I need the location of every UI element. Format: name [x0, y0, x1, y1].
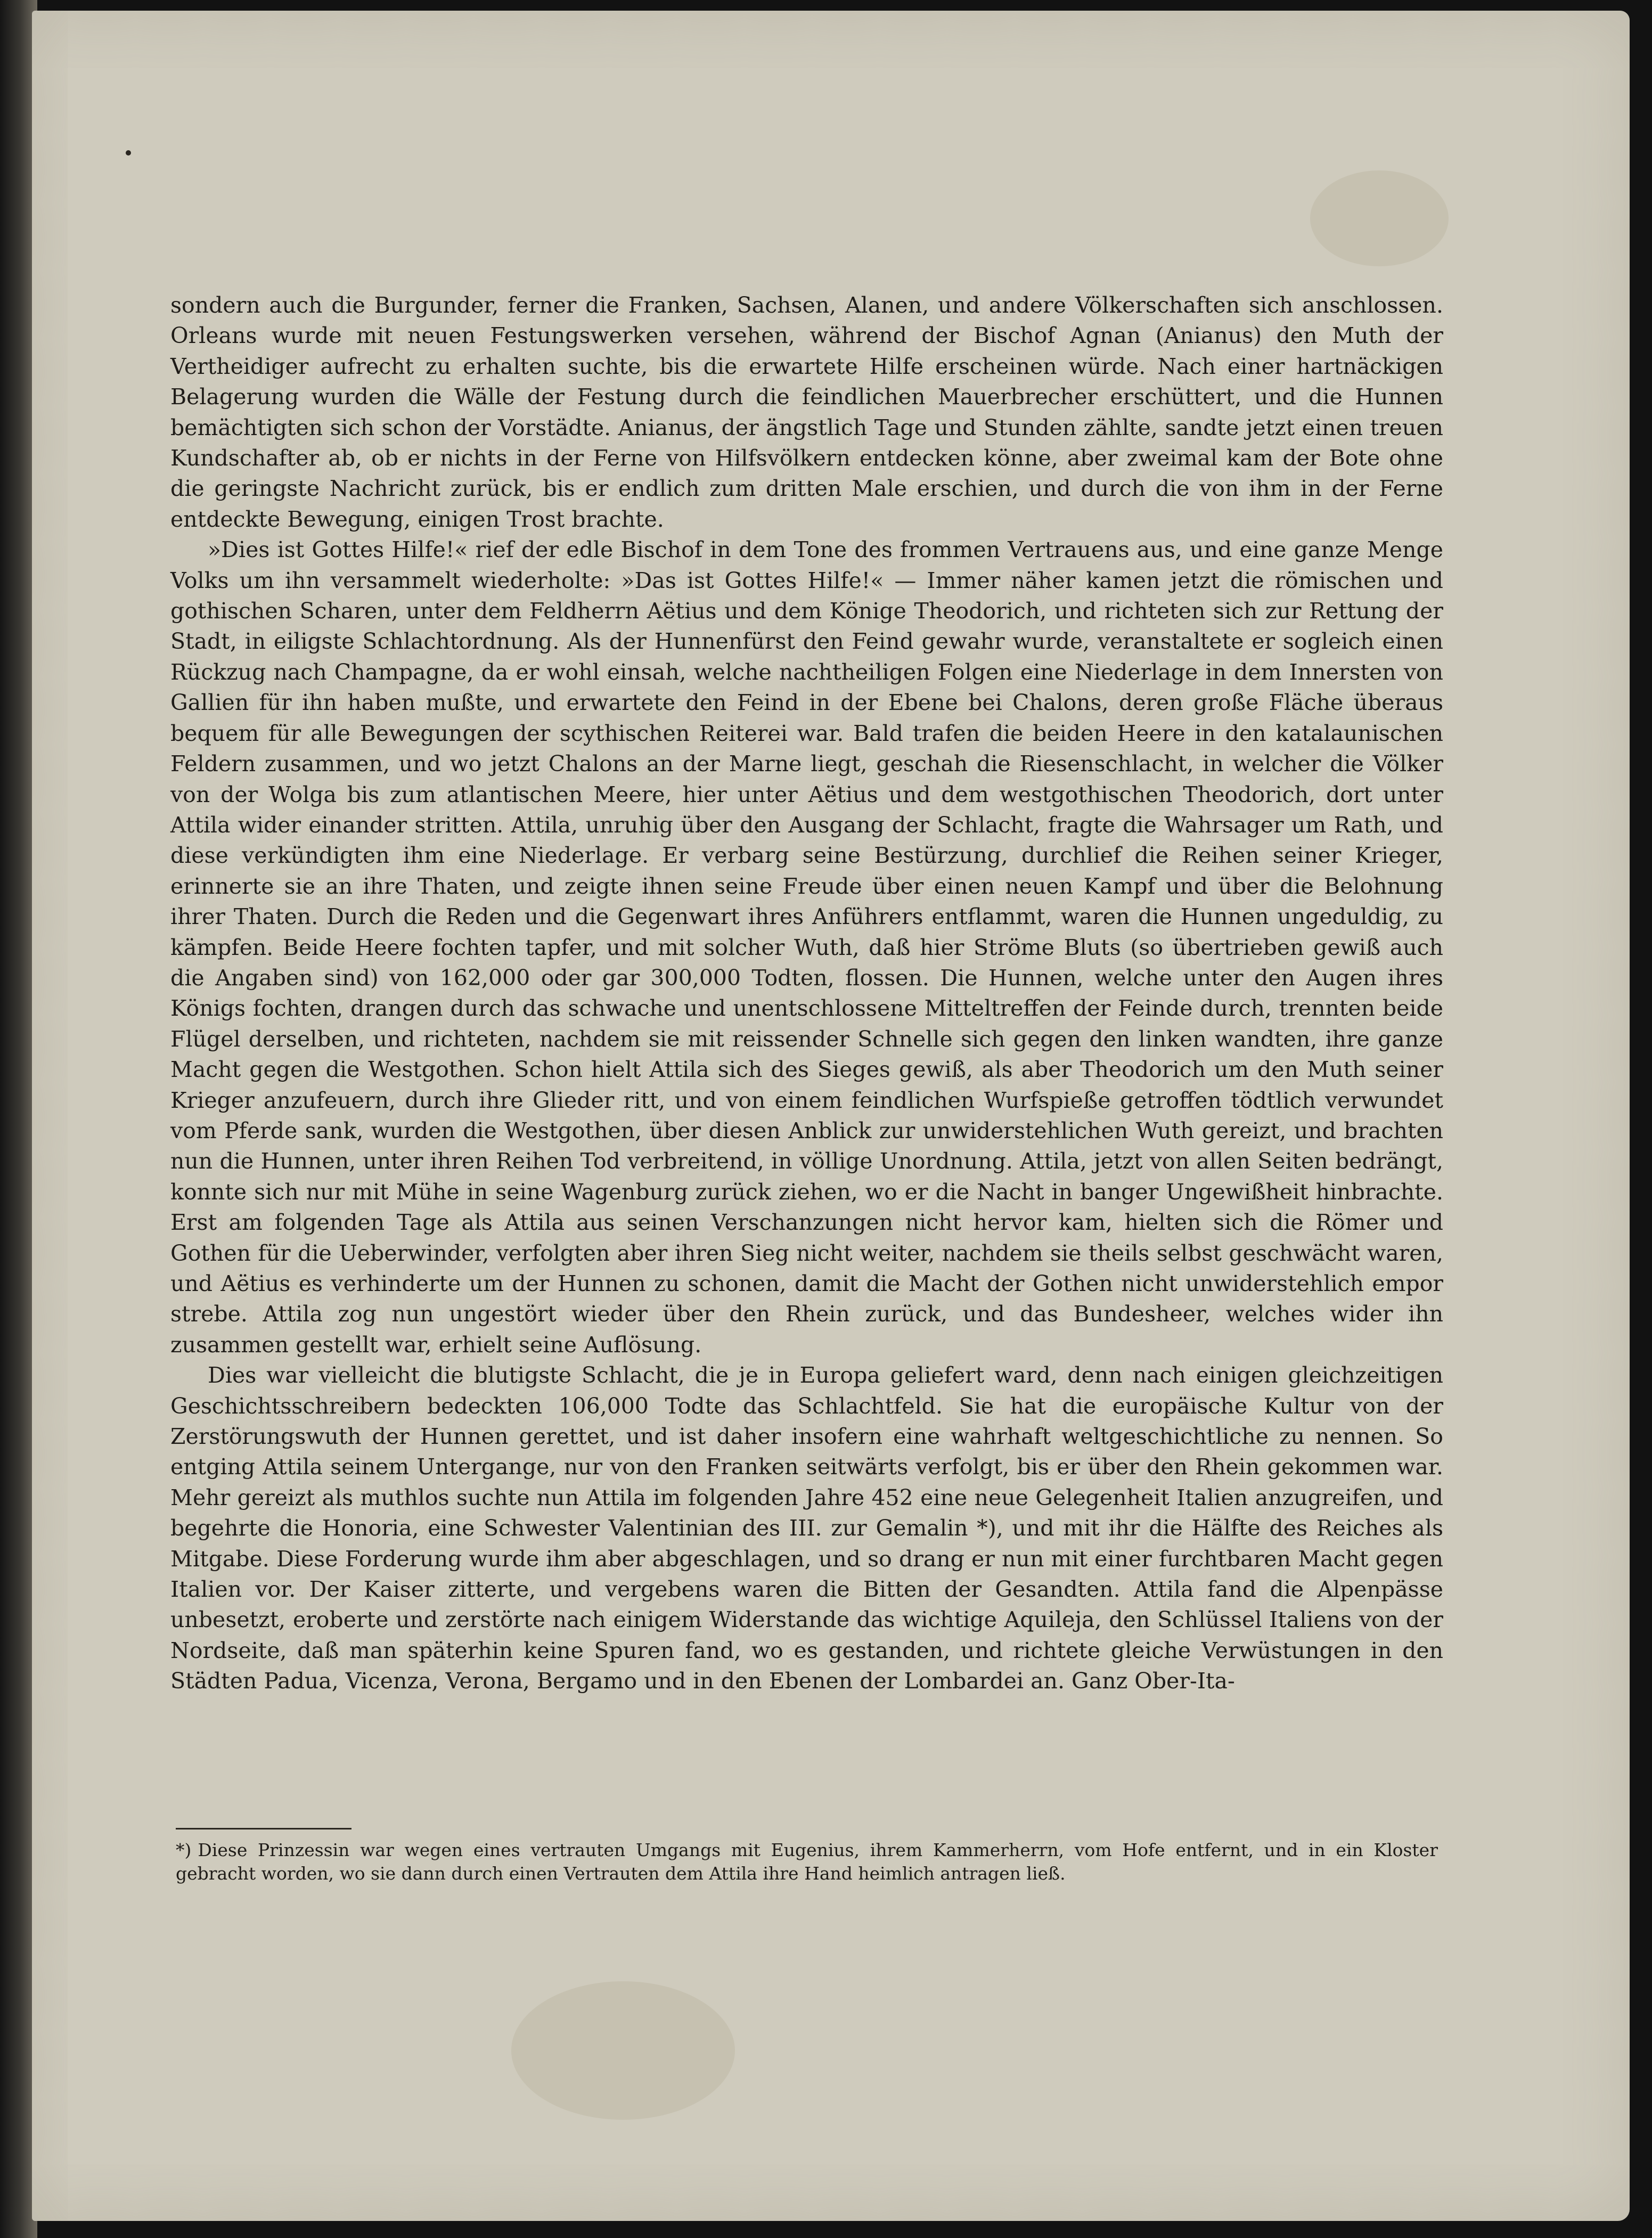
footnote-mark: *) [176, 1840, 192, 1860]
paper-stain [511, 1981, 735, 2120]
paper-stain [1310, 170, 1449, 266]
paragraph-2: »Dies ist Gottes Hilfe!« rief der edle Bischof in dem Tone des frommen Vertrauens aus, und eine ganze Menge Volks um ihn versammelt wiederholte: »Das ist Gottes Hilfe!« — Immer näher kamen jetzt die römischen und gothischen Scharen, unter dem Feldherrn Aëtius und dem Könige Theodorich, und richteten sich zur Rettung der Stadt, in eiligste Schlachtordnung. Als der Hunnenfürst den Feind gewahr wurde, veranstaltete er sogleich einen Rückzug nach Champagne, da er wohl einsah, welche nachtheiligen Folgen eine Niederlage in dem Innersten von Gallien für ihn haben mußte, und erwartete den Feind in der Ebene bei Chalons, deren große Fläche überaus bequem für alle Bewegungen der scythischen Reiterei war. Bald trafen die beiden Heere in den katalaunischen Feldern zusammen, und wo jetzt Chalons an der Marne liegt, geschah die Riesenschlacht, in welcher die Völker von der Wolga bis zum atlantischen Meere, hier unter Aëtius und dem westgothischen Theodorich, dort unter Attila wider einander stritten. Attila, unruhig über den Ausgang der Schlacht, fragte die Wahrsager um Rath, und diese verkündigten ihm eine Niederlage. Er verbarg seine Bestürzung, durchlief die Reihen seiner Krieger, erinnerte sie an ihre Thaten, und zeigte ihnen seine Freude über einen neuen Kampf und über die Belohnung ihrer Thaten. Durch die Reden und die Gegenwart ihres Anführers entflammt, waren die Hunnen ungeduldig, zu kämpfen. Beide Heere fochten tapfer, und mit solcher Wuth, daß hier Ströme Bluts (so übertrieben gewiß auch die Angaben sind) von 162,000 oder gar 300,000 Todten, flossen. Die Hunnen, welche unter den Augen ihres Königs fochten, drangen durch das schwache und unentschlossene Mitteltreffen der Feinde durch, trennten beide Flügel derselben, und richteten, nachdem sie mit reissender Schnelle sich gegen den linken wandten, ihre ganze Macht gegen die Westgothen. Schon hielt Attila sich des Sieges gewiß, als aber Theodorich um den Muth seiner Krieger anzufeuern, durch ihre Glieder ritt, und von einem feindlichen Wurfspieße getroffen tödtlich verwundet vom Pferde sank, wurden die Westgothen, über diesen Anblick zur unwiderstehlichen Wuth gereizt, und brachten nun die Hunnen, unter ihren Reihen Tod verbreitend, in völlige Unordnung. Attila, jetzt von allen Seiten bedrängt, konnte sich nur mit Mühe in seine Wagenburg zurück ziehen, wo er die Nacht in banger Ungewißheit hinbrachte. Erst am folgenden Tage als Attila aus seinen Verschanzungen nicht hervor kam, hielten sich die Römer und Gothen für die Ueberwinder, verfolgten aber ihren Sieg nicht weiter, nachdem sie theils selbst geschwächt waren, und Aëtius es verhinderte um der Hunnen zu schonen, damit die Macht der Gothen nicht unwiderstehlich empor strebe. Attila zog nun ungestört wieder über den Rhein zurück, und das Bundesheer, welches wider ihn zusammen gestellt war, erhielt seine Auflösung. [170, 537, 1443, 1358]
footnote-text: Diese Prinzessin war wegen eines vertrauten Umgangs mit Eugenius, ihrem Kammerherrn, vom Hofe entfernt, und in ein Kloster gebracht worden, wo sie dann durch einen Vertrauten dem Attila ihre Hand heimlich antragen ließ. [176, 1840, 1438, 1884]
paragraph-3: Dies war vielleicht die blutigste Schlacht, die je in Europa geliefert ward, denn nach einigen gleichzeitigen Geschichtsschreibern bedeckten 106,000 Todte das Schlachtfeld. Sie hat die europäische Kultur von der Zerstörungswuth der Hunnen gerettet, und ist daher insofern eine wahrhaft weltgeschichtliche zu nennen. So entging Attila seinem Untergange, nur von den Franken seitwärts verfolgt, bis er über den Rhein gekommen war. Mehr gereizt als muthlos suchte nun Attila im folgenden Jahre 452 eine neue Gelegenheit Italien anzugreifen, und begehrte die Honoria, eine Schwester Valentinian des III. zur Gemalin *), und mit ihr die Hälfte des Reiches als Mitgabe. Diese Forderung wurde ihm aber abgeschlagen, und so drang er nun mit einer furchtbaren Macht gegen Italien vor. Der Kaiser zitterte, und vergebens waren die Bitten der Gesandten. Attila fand die Alpenpässe unbesetzt, eroberte und zerstörte nach einigem Widerstande das wichtige Aquileja, den Schlüssel Italiens von der Nordseite, daß man späterhin keine Spuren fand, wo es gestanden, und richtete gleiche Verwüstungen in den Städten Padua, Vicenza, Verona, Bergamo und in den Ebenen der Lombardei an. Ganz Ober-Ita- [170, 1362, 1443, 1694]
footnote [176, 1839, 1438, 1885]
paragraph-1: sondern auch die Burgunder, ferner die Franken, Sachsen, Alanen, und andere Völkerschaften sich anschlossen. Orleans wurde mit neuen Festungswerken versehen, während der Bischof Agnan (Anianus) den Muth der Vertheidiger aufrecht zu erhalten suchte, bis die erwartete Hilfe erscheinen würde. Nach einer hartnäckigen Belagerung wurden die Wälle der Festung durch die feindlichen Mauerbrecher erschüttert, und die Hunnen bemächtigten sich schon der Vorstädte. Anianus, der ängstlich Tage und Stunden zählte, sandte jetzt einen treuen Kundschafter ab, ob er nichts in der Ferne von Hilfsvölkern entdecken könne, aber zweimal kam der Bote ohne die geringste Nachricht zurück, bis er endlich zum dritten Male erschien, und durch die von ihm in der Ferne entdeckte Bewegung, einigen Trost brachte. [170, 292, 1443, 532]
ink-dot [126, 150, 131, 156]
footnote-rule [176, 1828, 351, 1829]
main-text [170, 290, 1443, 1697]
